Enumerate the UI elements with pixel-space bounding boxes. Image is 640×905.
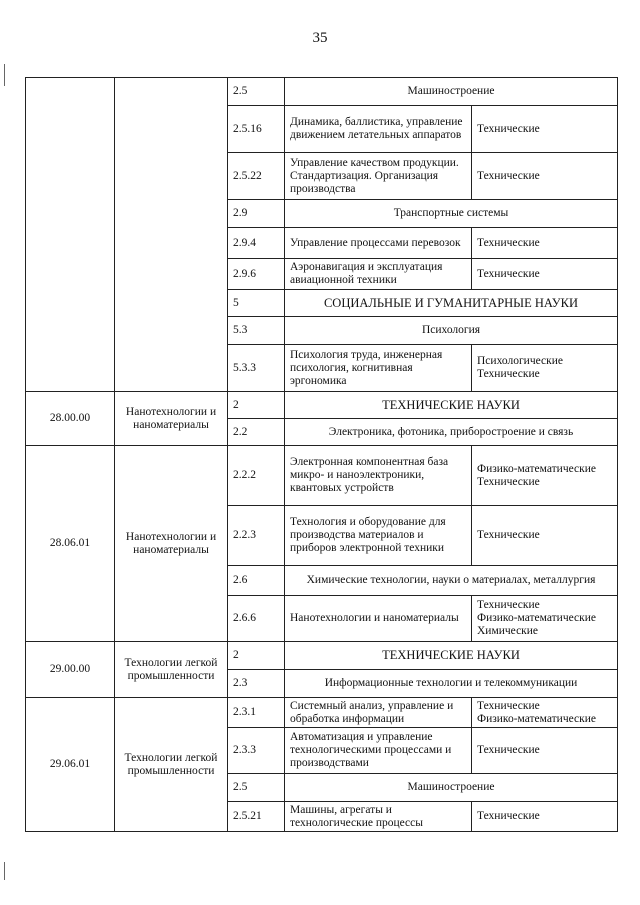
- code-cell: 2.6: [228, 566, 285, 596]
- code-cell: 2.5: [228, 774, 285, 802]
- section-title: Электроника, фотоника, приборостроение и связь: [285, 419, 618, 446]
- discipline-cell: Нанотехнологии и наноматериалы: [285, 596, 472, 642]
- group-name-cell-empty: [115, 78, 228, 392]
- science-branch: Физико-математические: [477, 612, 596, 624]
- science-branch-cell: [472, 698, 618, 728]
- table-row: [26, 698, 618, 728]
- discipline-cell: Автоматизация и управление технологическими процессами и производствами: [285, 728, 472, 774]
- science-branch: Химические: [477, 625, 539, 637]
- discipline-cell: Технология и оборудование для производства материалов и приборов электронной техники: [285, 506, 472, 566]
- science-branch-cell: [472, 446, 618, 506]
- discipline-cell: Управление процессами перевозок: [285, 228, 472, 259]
- discipline-cell: Аэронавигация и эксплуатация авиационной техники: [285, 259, 472, 290]
- code-cell: 2.5.16: [228, 106, 285, 153]
- science-branch: Психологические: [477, 355, 563, 367]
- section-title: Машиностроение: [285, 774, 618, 802]
- science-branch: Физико-математические: [477, 462, 596, 475]
- section-title: Психология: [285, 317, 618, 345]
- science-branch-cell: Технические: [472, 153, 618, 200]
- code-cell: 2: [228, 392, 285, 419]
- group-name-cell: Технологии легкой промышленности: [115, 698, 228, 832]
- code-cell: 2.3: [228, 670, 285, 698]
- group-code-cell: 29.00.00: [26, 642, 115, 698]
- science-branch-cell: [472, 345, 618, 392]
- science-branch-cell: Технические: [472, 106, 618, 153]
- discipline-cell: Системный анализ, управление и обработка информации: [285, 698, 472, 728]
- discipline-cell: Психология труда, инженерная психология, когнитивная эргономика: [285, 345, 472, 392]
- code-cell: 2.3.3: [228, 728, 285, 774]
- code-cell: 2.5.21: [228, 802, 285, 832]
- section-title: Химические технологии, науки о материалах, металлургия: [285, 566, 618, 596]
- science-branch: Технические: [477, 368, 540, 380]
- group-name-cell: Технологии легкой промышленности: [115, 642, 228, 698]
- group-name-cell: Нанотехнологии и наноматериалы: [115, 392, 228, 446]
- code-cell: 2.2.3: [228, 506, 285, 566]
- science-branch: Физико-математические: [477, 712, 596, 725]
- code-cell: 5.3: [228, 317, 285, 345]
- group-code-cell: 28.00.00: [26, 392, 115, 446]
- discipline-cell: Электронная компонентная база микро- и наноэлектроники, квантовых устройств: [285, 446, 472, 506]
- science-branch-cell: Технические: [472, 259, 618, 290]
- code-cell: 2.3.1: [228, 698, 285, 728]
- section-title: СОЦИАЛЬНЫЕ И ГУМАНИТАРНЫЕ НАУКИ: [285, 290, 618, 317]
- code-cell: 2.9.4: [228, 228, 285, 259]
- table-row: [26, 78, 618, 106]
- group-name-cell: Нанотехнологии и наноматериалы: [115, 446, 228, 642]
- section-title: Транспортные системы: [285, 200, 618, 228]
- section-title: Информационные технологии и телекоммуникации: [285, 670, 618, 698]
- code-cell: 2.6.6: [228, 596, 285, 642]
- science-branch-cell: Технические: [472, 228, 618, 259]
- section-title: ТЕХНИЧЕСКИЕ НАУКИ: [285, 642, 618, 670]
- section-title: ТЕХНИЧЕСКИЕ НАУКИ: [285, 392, 618, 419]
- discipline-cell: Динамика, баллистика, управление движением летательных аппаратов: [285, 106, 472, 153]
- code-cell: 5: [228, 290, 285, 317]
- scan-edge-mark: [4, 862, 5, 880]
- discipline-cell: Машины, агрегаты и технологические процессы: [285, 802, 472, 832]
- science-branch: Технические: [477, 475, 540, 488]
- group-code-cell: 28.06.01: [26, 446, 115, 642]
- table-row: [26, 392, 618, 419]
- code-cell: 2.2: [228, 419, 285, 446]
- science-branch-cell: Технические: [472, 802, 618, 832]
- science-branch: Технические: [477, 599, 540, 611]
- science-branch-cell: Технические: [472, 728, 618, 774]
- table-row: [26, 446, 618, 506]
- table-row: [26, 642, 618, 670]
- scan-edge-mark: [4, 64, 5, 86]
- specialties-table: [25, 77, 618, 832]
- science-branch-cell: [472, 596, 618, 642]
- code-cell: 2: [228, 642, 285, 670]
- section-title: Машиностроение: [285, 78, 618, 106]
- code-cell: 5.3.3: [228, 345, 285, 392]
- group-code-cell-empty: [26, 78, 115, 392]
- page-number: 35: [312, 30, 328, 46]
- code-cell: 2.5: [228, 78, 285, 106]
- code-cell: 2.9: [228, 200, 285, 228]
- science-branch-cell: Технические: [472, 506, 618, 566]
- science-branch: Технические: [477, 699, 540, 712]
- group-code-cell: 29.06.01: [26, 698, 115, 832]
- code-cell: 2.9.6: [228, 259, 285, 290]
- code-cell: 2.2.2: [228, 446, 285, 506]
- discipline-cell: Управление качеством продукции. Стандартизация. Организация производства: [285, 153, 472, 200]
- code-cell: 2.5.22: [228, 153, 285, 200]
